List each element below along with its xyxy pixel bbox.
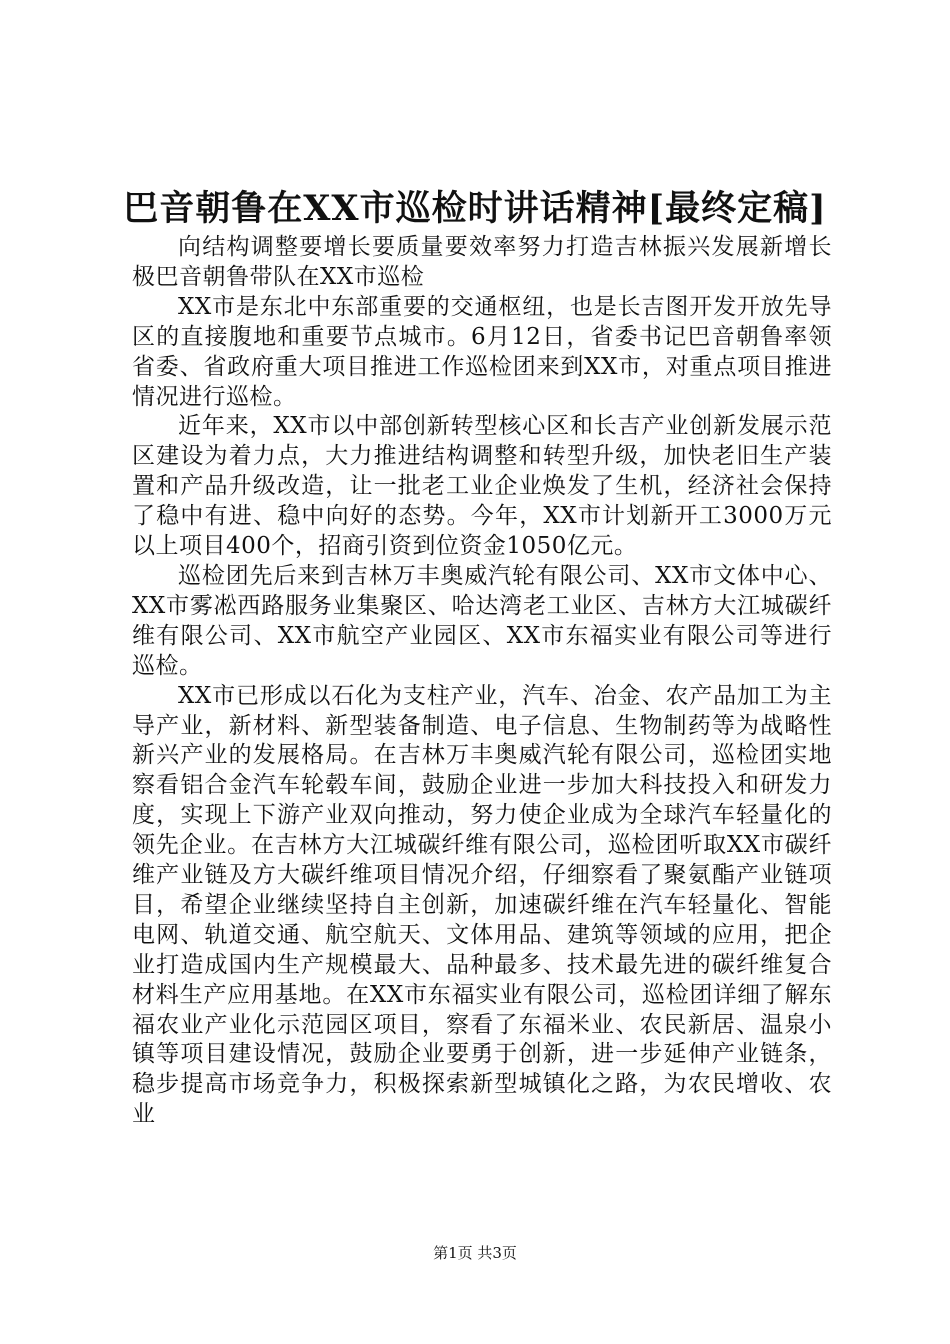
paragraph: 巡检团先后来到吉林万丰奥威汽轮有限公司、XX市文体中心、XX市雾凇西路服务业集聚区、哈达湾老工业区、吉林方大江城碳纤维有限公司、XX市航空产业园区、XX市东福实业有限公司等进行巡检。 — [132, 562, 832, 679]
document-body — [132, 233, 832, 1130]
page-footer: 第1页 共3页 — [433, 1244, 517, 1262]
paragraph: XX市已形成以石化为支柱产业，汽车、冶金、农产品加工为主导产业，新材料、新型装备制造、电子信息、生物制药等为战略性新兴产业的发展格局。在吉林万丰奥威汽轮有限公司，巡检团实地察看铝合金汽车轮毂车间，鼓励企业进一步加大科技投入和研发力度，实现上下游产业双向推动，努力使企业成为全球汽车轻量化的领先企业。在吉林方大江城碳纤维有限公司，巡检团听取XX市碳纤维产业链及方大碳纤维项目情况介绍，仔细察看了聚氨酯产业链项目，希望企业继续坚持自主创新，加速碳纤维在汽车轻量化、智能电网、轨道交通、航空航天、文体用品、建筑等领域的应用，把企业打造成国内生产规模最大、品种最多、技术最先进的碳纤维复合材料生产应用基地。在XX市东福实业有限公司，巡检团详细了解东福农业产业化示范园区项目，察看了东福米业、农民新居、温泉小镇等项目建设情况，鼓励企业要勇于创新，进一步延伸产业链条，稳步提高市场竞争力，积极探索新型城镇化之路，为农民增收、农业 — [132, 682, 832, 1128]
document-title: 巴音朝鲁在XX市巡检时讲话精神[最终定稿] — [123, 188, 827, 229]
paragraph: 向结构调整要增长要质量要效率努力打造吉林振兴发展新增长极巴音朝鲁带队在XX市巡检 — [132, 234, 832, 290]
paragraph: XX市是东北中东部重要的交通枢纽，也是长吉图开发开放先导区的直接腹地和重要节点城市。6月12日，省委书记巴音朝鲁率领省委、省政府重大项目推进工作巡检团来到XX市，对重点项目推进情况进行巡检。 — [132, 293, 832, 410]
paragraph: 近年来，XX市以中部创新转型核心区和长吉产业创新发展示范区建设为着力点，大力推进结构调整和转型升级，加快老旧生产装置和产品升级改造，让一批老工业企业焕发了生机，经济社会保持了稳中有进、稳中向好的态势。今年，XX市计划新开工3000万元以上项目400个，招商引资到位资金1050亿元。 — [132, 413, 832, 560]
